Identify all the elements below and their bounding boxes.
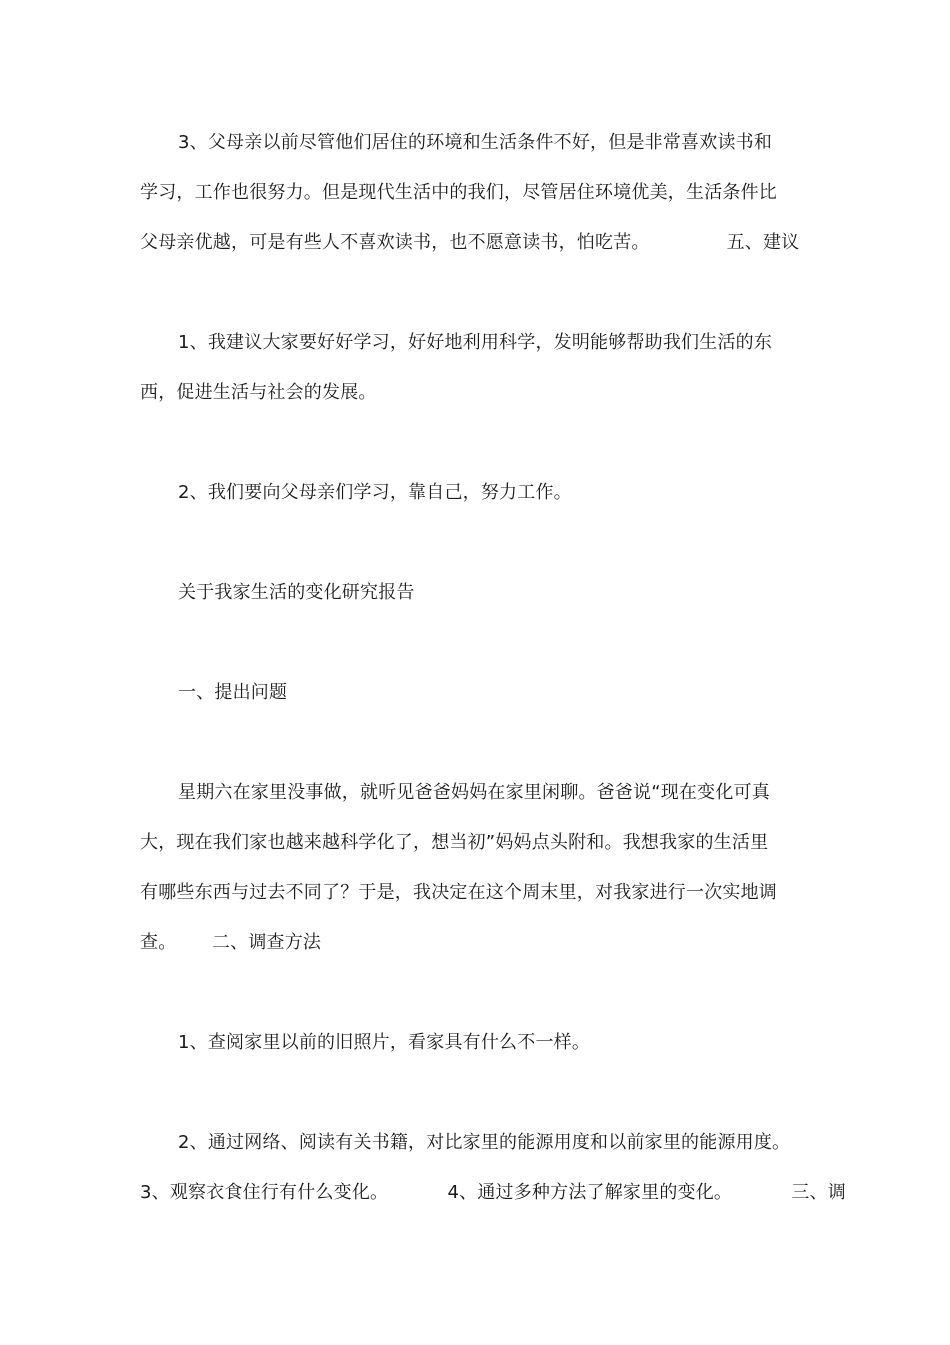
section-heading-1: 一、提出问题	[178, 682, 288, 703]
paragraph-3-line-1: 2、我们要向父母亲们学习，靠自己，努力工作。	[178, 482, 572, 503]
paragraph-6-line-4: 查。 二、调查方法	[140, 932, 322, 953]
paragraph-2-line-2: 西，促进生活与社会的发展。	[140, 382, 377, 403]
paragraph-1-line-2: 学习，工作也很努力。但是现代生活中的我们，尽管居住环境优美，生活条件比	[140, 182, 777, 203]
paragraph-8-line-1: 2、通过网络、阅读有关书籍，对比家里的能源用度和以前家里的能源用度。	[178, 1132, 791, 1153]
paragraph-6-line-1: 星期六在家里没事做，就听见爸爸妈妈在家里闲聊。爸爸说“现在变化可真	[178, 782, 770, 803]
paragraph-2-line-1: 1、我建议大家要好好学习，好好地利用科学，发明能够帮助我们生活的东	[178, 332, 773, 353]
paragraph-6-line-2: 大，现在我们家也越来越科学化了，想当初”妈妈点头附和。我想我家的生活里	[140, 832, 769, 853]
paragraph-1-line-3: 父母亲优越，可是有些人不喜欢读书，也不愿意读书，怕吃苦。 五、建议	[140, 232, 800, 253]
paragraph-1-line-1: 3、父母亲以前尽管他们居住的环境和生活条件不好，但是非常喜欢读书和	[178, 132, 773, 153]
paragraph-8-line-2: 3、观察衣食住行有什么变化。 4、通过多种方法了解家里的变化。 三、调	[140, 1182, 846, 1203]
paragraph-6-line-3: 有哪些东西与过去不同了？于是，我决定在这个周末里，对我家进行一次实地调	[140, 882, 777, 903]
paragraph-7-line-1: 1、查阅家里以前的旧照片，看家具有什么不一样。	[178, 1032, 591, 1053]
report-title: 关于我家生活的变化研究报告	[178, 582, 415, 603]
